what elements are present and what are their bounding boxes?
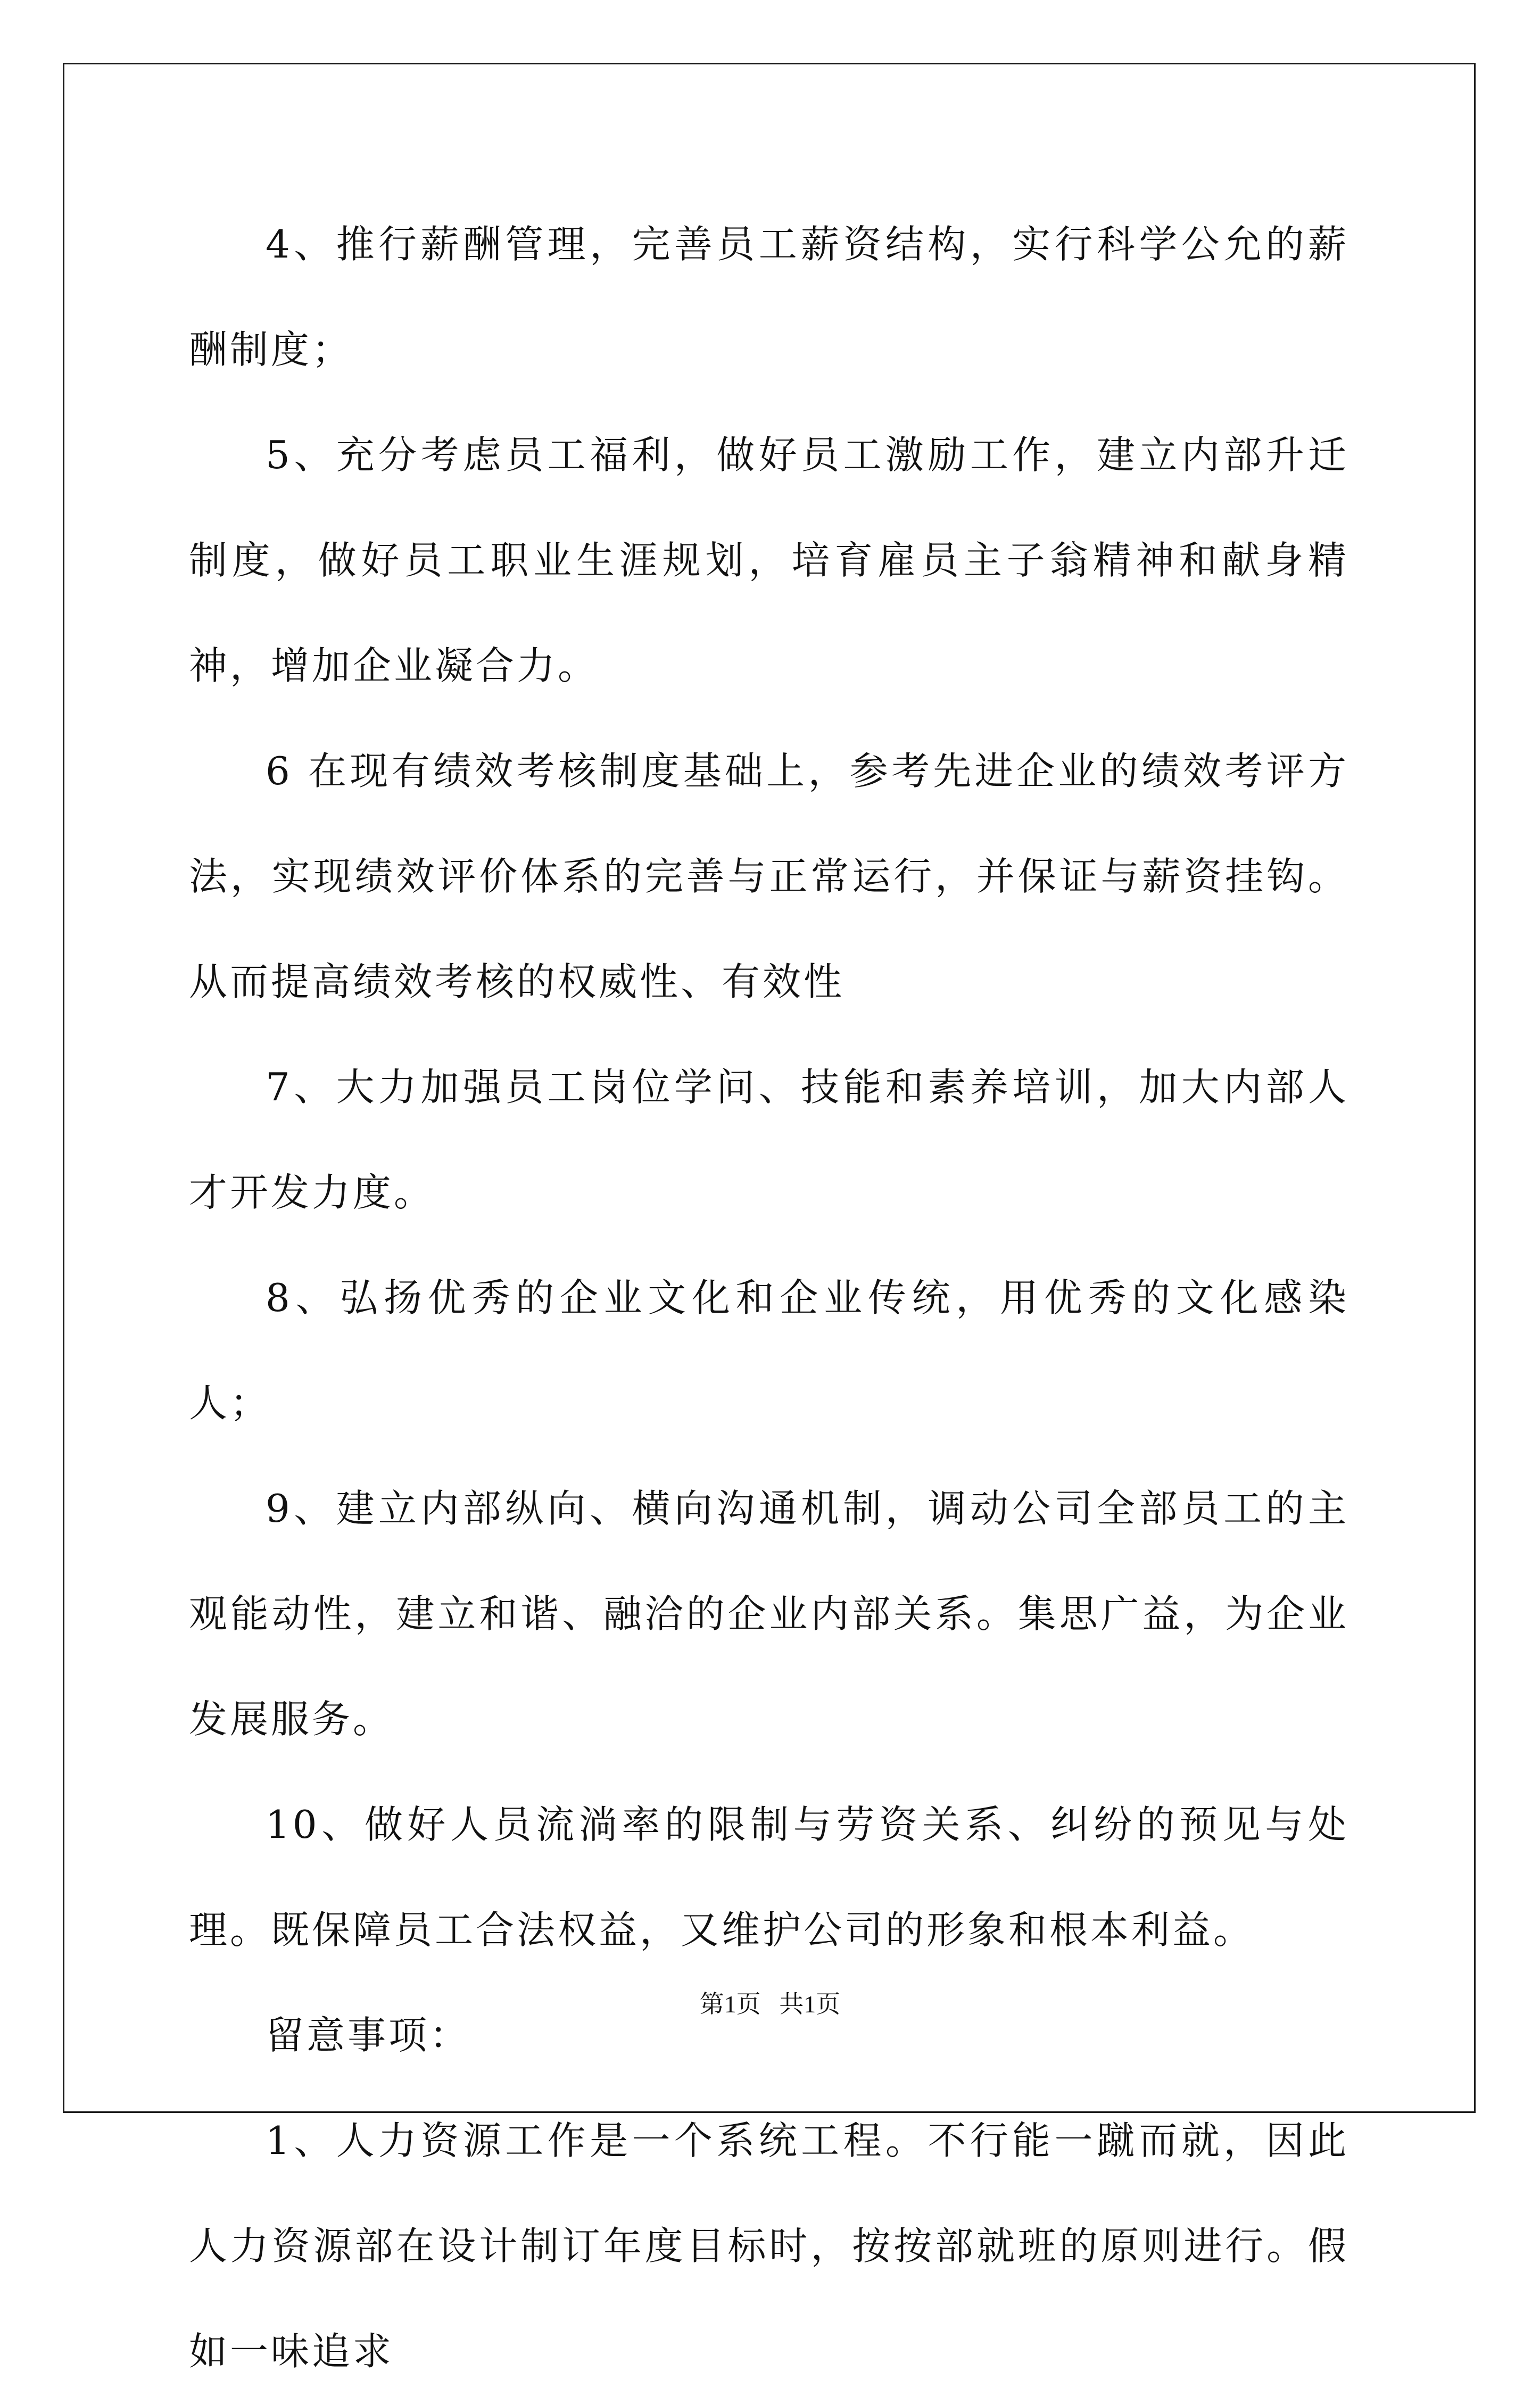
notes-item-1: 1、人力资源工作是一个系统工程。不行能一蹴而就，因此人力资源部在设计制订年度目标时，按按部就班的原则进行。假如一味追求	[189, 2118, 1349, 2374]
paragraph-item-5: 5、充分考虑员工福利，做好员工激励工作，建立内部升迁制度，做好员工职业生涯规划，培育雇员主子翁精神和献身精神，增加企业凝合力。	[189, 433, 1349, 688]
paragraph-item-10: 10、做好人员流淌率的限制与劳资关系、纠纷的预见与处理。既保障员工合法权益，又维护公司的形象和根本利益。	[189, 1802, 1349, 1952]
notes-heading: 留意事项：	[266, 2013, 471, 2058]
paragraph-item-7: 7、大力加强员工岗位学问、技能和素养培训，加大内部人才开发力度。	[189, 1065, 1349, 1215]
page-number-footer: 第1页 共1页	[699, 1991, 841, 2018]
paragraph-item-8: 8、弘扬优秀的企业文化和企业传统，用优秀的文化感染人；	[189, 1275, 1349, 1425]
paragraph-item-6: 6 在现有绩效考核制度基础上，参考先进企业的绩效考评方法，实现绩效评价体系的完善与正常运行，并保证与薪资挂钩。从而提高绩效考核的权威性、有效性	[189, 749, 1349, 1004]
paragraph-item-4: 4、推行薪酬管理，完善员工薪资结构，实行科学公允的薪酬制度；	[189, 222, 1349, 372]
paragraph-item-9: 9、建立内部纵向、横向沟通机制，调动公司全部员工的主观能动性，建立和谐、融洽的企业内部关系。集思广益，为企业发展服务。	[189, 1486, 1349, 1742]
document-body	[189, 192, 1349, 2404]
